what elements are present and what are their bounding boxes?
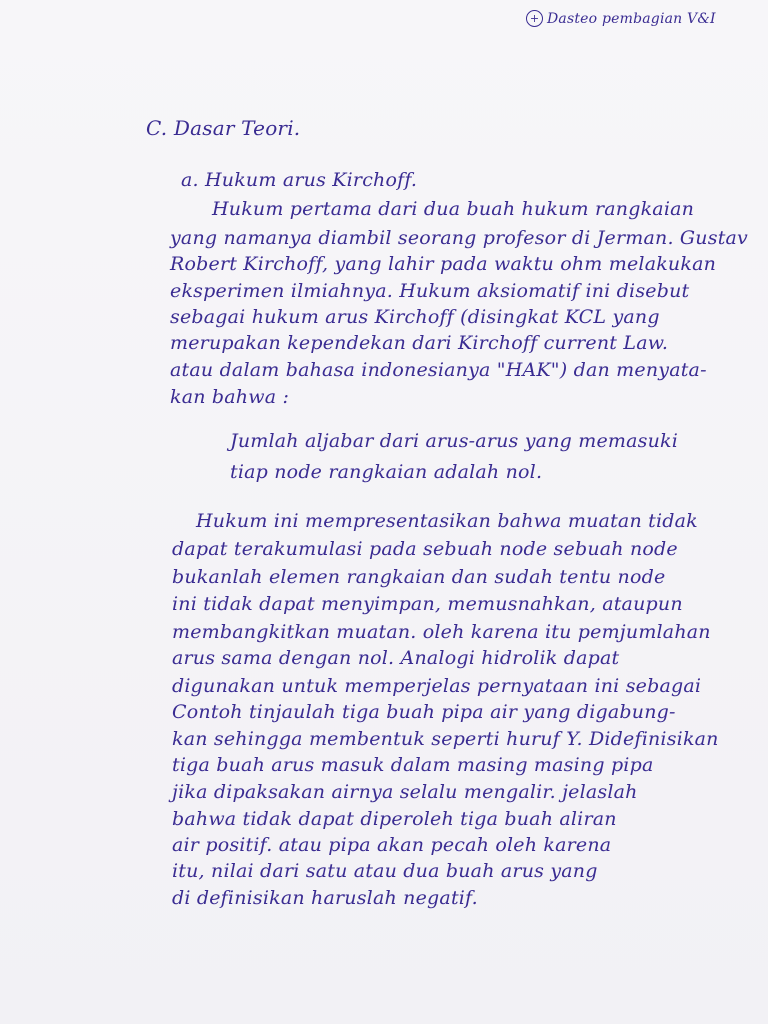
paragraph1-line: atau dalam bahasa indonesianya "HAK") dan menyata- xyxy=(170,359,707,381)
paragraph1-line: merupakan kependekan dari Kirchoff current Law. xyxy=(170,332,669,354)
paragraph1-line: Hukum pertama dari dua buah hukum rangkaian xyxy=(212,198,695,220)
circled-plus-mark: + xyxy=(526,10,543,27)
quote-line: tiap node rangkaian adalah nol. xyxy=(230,461,543,483)
paragraph1-line: Robert Kirchoff, yang lahir pada waktu ohm melakukan xyxy=(170,253,717,275)
paragraph2-line: di definisikan haruslah negatif. xyxy=(172,887,478,909)
paragraph2-line: jika dipaksakan airnya selalu mengalir. jelaslah xyxy=(172,781,638,803)
section-title: C. Dasar Teori. xyxy=(146,116,301,140)
paragraph2-line: bahwa tidak dapat diperoleh tiga buah aliran xyxy=(172,808,617,830)
paragraph2-line: arus sama dengan nol. Analogi hidrolik dapat xyxy=(172,647,620,669)
paragraph1-line: yang namanya diambil seorang profesor di Jerman. Gustav xyxy=(170,227,748,249)
paragraph2-line: membangkitkan muatan. oleh karena itu pemjumlahan xyxy=(172,621,711,643)
paragraph2-line: dapat terakumulasi pada sebuah node sebuah node xyxy=(172,538,678,560)
paragraph2-line: digunakan untuk memperjelas pernyataan ini sebagai xyxy=(172,675,702,697)
header-note: Dasteo pembagian V&I xyxy=(547,10,716,27)
paragraph1-line: eksperimen ilmiahnya. Hukum aksiomatif ini disebut xyxy=(170,280,690,302)
paragraph2-line: air positif. atau pipa akan pecah oleh karena xyxy=(172,834,612,856)
paragraph2-line: ini tidak dapat menyimpan, memusnahkan, ataupun xyxy=(172,593,683,615)
paragraph2-line: itu, nilai dari satu atau dua buah arus yang xyxy=(172,860,598,882)
paragraph2-line: kan sehingga membentuk seperti huruf Y. Didefinisikan xyxy=(172,728,719,750)
subsection-title: a. Hukum arus Kirchoff. xyxy=(181,169,418,191)
paragraph1-line: sebagai hukum arus Kirchoff (disingkat KCL yang xyxy=(170,306,660,328)
paragraph2-line: Contoh tinjaulah tiga buah pipa air yang digabung- xyxy=(172,701,676,723)
page-header xyxy=(526,10,716,27)
paragraph2-line: tiga buah arus masuk dalam masing masing pipa xyxy=(172,754,654,776)
quote-line: Jumlah aljabar dari arus-arus yang memasuki xyxy=(230,430,679,452)
paragraph1-line: kan bahwa : xyxy=(170,386,290,408)
paragraph2-line: Hukum ini mempresentasikan bahwa muatan tidak xyxy=(196,510,698,532)
paragraph2-line: bukanlah elemen rangkaian dan sudah tentu node xyxy=(172,566,666,588)
